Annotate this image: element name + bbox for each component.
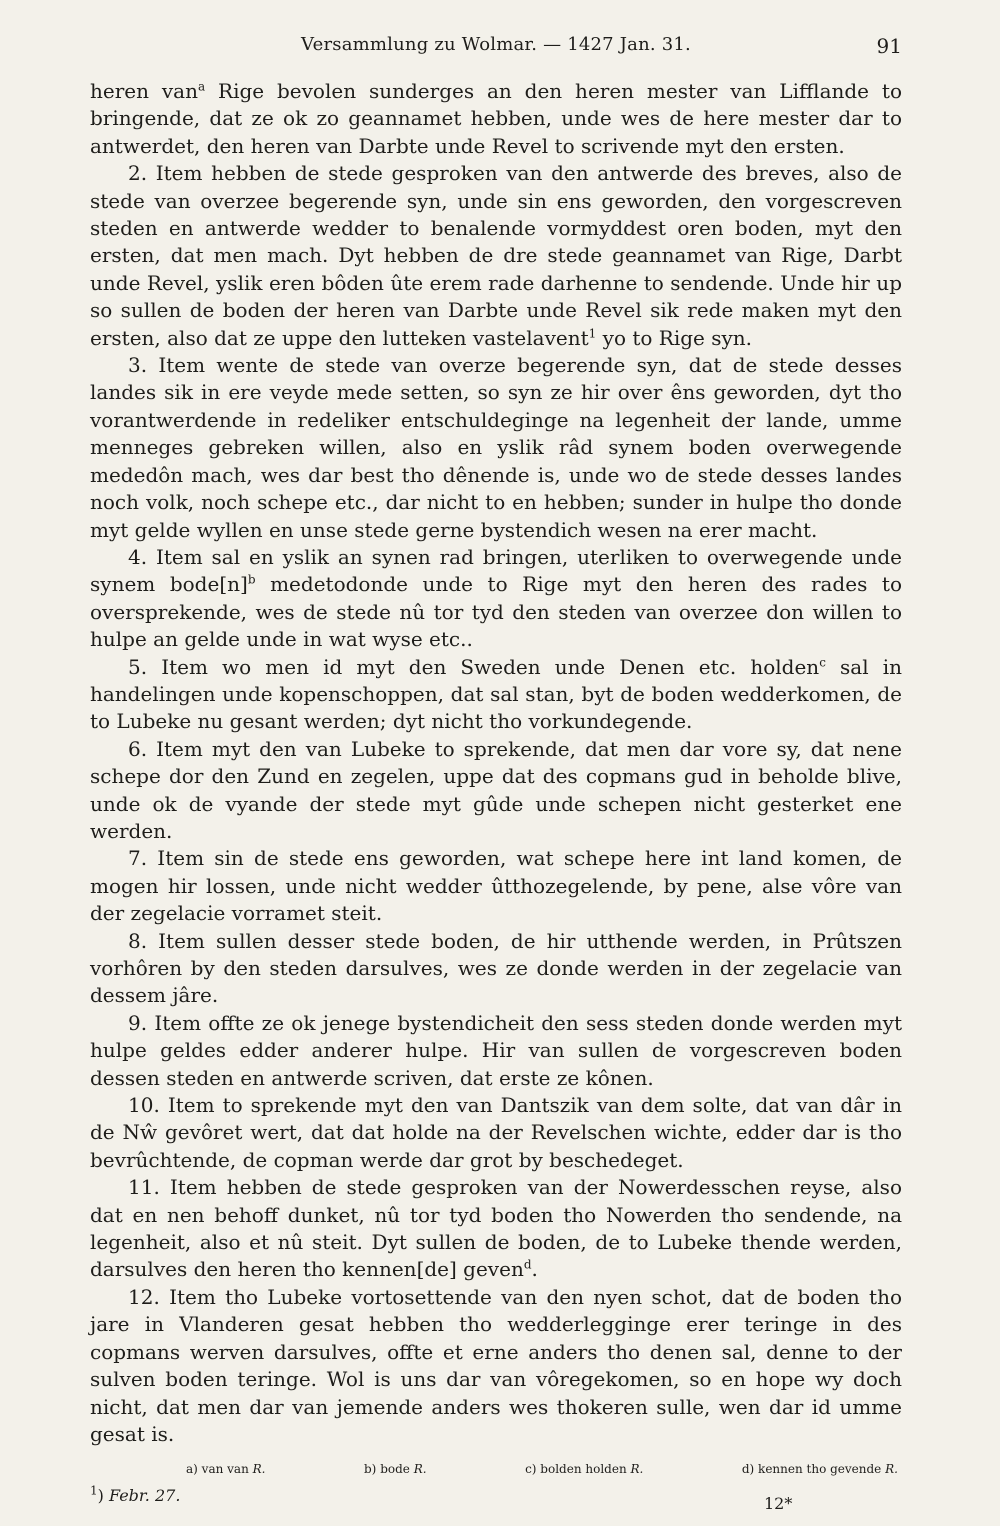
paragraph-text: 8. Item sullen desser stede boden, de hir utthende werden, in Prûtszen vorhôren by den steden darsulves, wes ze donde werden in der zegelacie van dessem jâre. [90,928,902,1008]
paragraph [90,654,902,736]
footnote-source: R. [413,1462,427,1477]
paragraph [90,78,902,160]
paragraph-text: 11. Item hebben de stede gesproken van der Nowerdesschen reyse, also dat en nen behoff dunket, nû tor tyd boden tho Nowerden tho sendende, na legenheit, also et nû steit. Dyt sullen de boden, de to Lubeke thende werden, darsulves den heren tho kennen[de] geven [90,1175,902,1282]
paragraph [90,544,902,654]
paragraph-text: 12. Item tho Lubeke vortosettende van den nyen schot, dat de boden tho jare in Vlanderen gesat hebben tho wedderlegginge erer teringe in des copmans werven darsulves, offte et erne anders tho denen sal, denne to der sulven boden teringe. Wol is uns dar van vôregekomen, so en hope wy doch nicht, dat men dar van jemende anders wes thokeren sulle, wen dar id umme gesat is. [90,1284,902,1446]
footnote-text: kennen tho gevende [758,1462,882,1477]
paragraph-text: Rige bevolen sunderges an den heren mester van Lifflande to bringende, dat ze ok zo geannamet hebben, unde wes de here mester dar to antwerdet, den heren van Darbte unde Revel to scrivende myt den ersten. [90,79,902,158]
reference-note: $^1$) Febr. 27. [90,1483,181,1506]
paragraph [90,1174,902,1284]
paragraph-text: medetodonde unde to Rige myt den heren des rades to oversprekende, wes de stede nû tor tyd den steden van overzee don willen to hulpe an gelde unde in wat wyse etc.. [90,572,902,652]
bottom-row [90,1483,902,1526]
paragraph [90,845,902,927]
paragraph-text: 2. Item hebben de stede gesproken van den antwerde des breves, also de stede van overzee begerende syn, unde sin ens geworden, den vorgescreven steden en antwerde wedder to benalende vormyddest oren boden, myt den ersten, dat men mach. Dyt hebben de dre stede geannamet van Rige, Darbt unde Revel, yslik eren bôden ûte erem rade darhenne to sendende. Unde hir up so sullen de boden der heren van Darbte unde Revel sik rede maken myt den ersten, also dat ze uppe den lutteken vastelavent [90,161,902,350]
footnote-source: R. [630,1462,644,1477]
note-marker: c [819,654,826,669]
reference-note-text: Febr. 27. [108,1486,181,1506]
footnote-mark: c) [525,1462,537,1477]
paragraph-text: 6. Item myt den van Lubeke to sprekende, dat men dar vore sy, dat nene schepe dor den Zund en zegelen, uppe dat des copmans gud in beholde blive, unde ok de vyande der stede myt gûde unde schepen nicht gesterket ene werden. [90,736,902,843]
note-marker: a [197,79,206,94]
footnote-text: van van [201,1462,249,1477]
footnote [742,1462,898,1476]
footnote [525,1462,643,1476]
footnotes [90,1462,902,1476]
footnote-source: R. [885,1462,898,1477]
paragraph-text: . [531,1257,538,1282]
paragraph [90,736,902,846]
paragraph-text: 9. Item offte ze ok jenege bystendicheit den sess steden donde werden myt hulpe geldes edder anderer hulpe. Hir van sullen de vorgescreven boden dessen steden en antwerde scriven, dat erste ze kônen. [90,1010,902,1090]
footnote-text: bolden holden [540,1462,627,1477]
page [90,30,902,1526]
note-marker: d [523,1257,532,1272]
paragraph [90,352,902,544]
footnote-mark: d) [741,1462,755,1477]
footnote-mark: b) [363,1462,377,1477]
paragraph [90,1284,902,1448]
footnote [186,1462,266,1476]
running-head [90,30,902,66]
paragraph-text: 4. Item sal en yslik an synen rad bringen, uterliken to overwegende unde synem bode[n] [90,544,902,597]
reference-note-mark: 1 [90,1483,98,1498]
paragraph [90,1010,902,1092]
paragraph-text: 3. Item wente de stede van overze begerende syn, dat de stede desses landes sik in ere veyde mede setten, so syn ze hir over êns geworden, dyt tho vorantwerdende in redeliker entschuldeginge na legenheit der lande, umme menneges gebreken willen, also en yslik râd synem boden overwegende mededôn mach, wes dar best tho dênende is, unde wo de stede desses landes noch volk, noch schepe etc., dar nicht to en hebben; sunder in hulpe tho donde myt gelde wyllen en unse stede gerne bystendich wesen na erer macht. [90,353,902,542]
paragraph-text: 10. Item to sprekende myt den van Dantszik van dem solte, dat van dâr in de Nŵ gevôret wert, dat dat holde na der Revelschen wichte, edder dar is tho bevrûchtende, de copman werde dar grot by beschedeget. [90,1093,902,1172]
paragraph-text: 7. Item sin de stede ens geworden, wat schepe here int land komen, de mogen hir lossen, unde nicht wedder ûtthozegelende, by pene, alse vôre van der zegelacie vorramet steit. [90,846,902,926]
paragraph-text: yo to Rige syn. [596,325,753,350]
footnote-text: bode [380,1462,410,1477]
footnote-source: R. [252,1462,266,1477]
paragraph [90,160,902,352]
note-marker: b [247,572,256,587]
running-title: Versammlung zu Wolmar. — 1427 Jan. 31. [301,34,691,55]
footnote [364,1462,427,1476]
footnote-mark: a) [186,1462,198,1477]
paragraph [90,1092,902,1174]
paragraph-text: heren van [90,79,198,103]
paragraph [90,928,902,1010]
paragraph-text: 5. Item wo men id myt den Sweden unde Denen etc. holden [128,654,820,679]
signature-mark: 12* [764,1494,793,1514]
paragraph-text: sal in handelingen unde kopenschoppen, dat sal stan, byt de boden wedderkomen, de to Lubeke nu gesant werden; dyt nicht tho vorkundegende. [90,654,902,734]
body-text [90,78,902,1448]
page-number: 91 [876,34,902,58]
note-marker: 1 [588,326,597,340]
